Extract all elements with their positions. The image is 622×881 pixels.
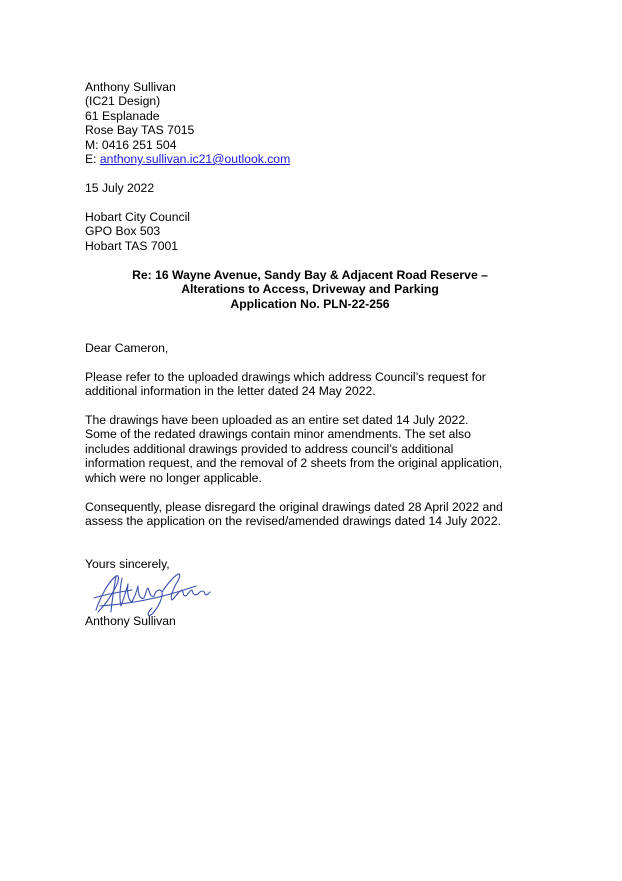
paragraph-line: assess the application on the revised/amended drawings dated 14 July 2022.	[85, 514, 501, 529]
date-text: 15 July 2022	[85, 181, 155, 195]
sender-email-link[interactable]: anthony.sullivan.ic21@outlook.com	[99, 152, 291, 167]
salutation	[85, 341, 545, 355]
recipient-name: Hobart City Council	[85, 210, 190, 224]
recipient-address	[85, 210, 545, 253]
signature-icon	[86, 568, 216, 620]
paragraph-line: Some of the redated drawings contain minor amendments. The set also	[85, 427, 471, 442]
paragraph-line: Please refer to the uploaded drawings which address Council’s request for	[85, 370, 486, 384]
subject-heading	[60, 268, 560, 311]
paragraph-line: which were no longer applicable.	[85, 470, 262, 485]
paragraph-3	[85, 500, 545, 529]
subject-line-3: Application No. PLN-22-256	[230, 296, 390, 311]
paragraph-line: additional information in the letter dated 24 May 2022.	[85, 384, 376, 399]
printed-name-text: Anthony Sullivan	[85, 614, 176, 628]
sender-company: (IC21 Design)	[85, 94, 161, 109]
subject-line-1: Re: 16 Wayne Avenue, Sandy Bay & Adjacent Road Reserve –	[132, 268, 488, 282]
paragraph-line: The drawings have been uploaded as an entire set dated 14 July 2022.	[85, 413, 469, 427]
sender-street: 61 Esplanade	[85, 108, 160, 123]
paragraph-line: information request, and the removal of 2 sheets from the original application,	[85, 456, 503, 471]
paragraph-line: includes additional drawings provided to address council’s additional	[85, 441, 454, 456]
recipient-city: Hobart TAS 7001	[85, 238, 179, 253]
paragraph-line: Consequently, please disregard the original drawings dated 28 April 2022 and	[85, 500, 503, 514]
printed-name	[85, 614, 545, 628]
salutation-text: Dear Cameron,	[85, 341, 169, 355]
recipient-box: GPO Box 503	[85, 224, 161, 239]
paragraph-1	[85, 370, 545, 399]
paragraph-2	[85, 413, 545, 485]
sender-mobile: M: 0416 251 504	[85, 137, 177, 152]
subject-line-2: Alterations to Access, Driveway and Parking	[181, 282, 439, 297]
closing-text: Yours sincerely,	[85, 557, 170, 571]
sender-city: Rose Bay TAS 7015	[85, 123, 195, 138]
letter-date	[85, 181, 545, 195]
sender-address	[85, 80, 545, 166]
sender-email-line	[85, 152, 545, 166]
sender-email-label: E:	[85, 152, 100, 167]
sender-name: Anthony Sullivan	[85, 80, 176, 94]
